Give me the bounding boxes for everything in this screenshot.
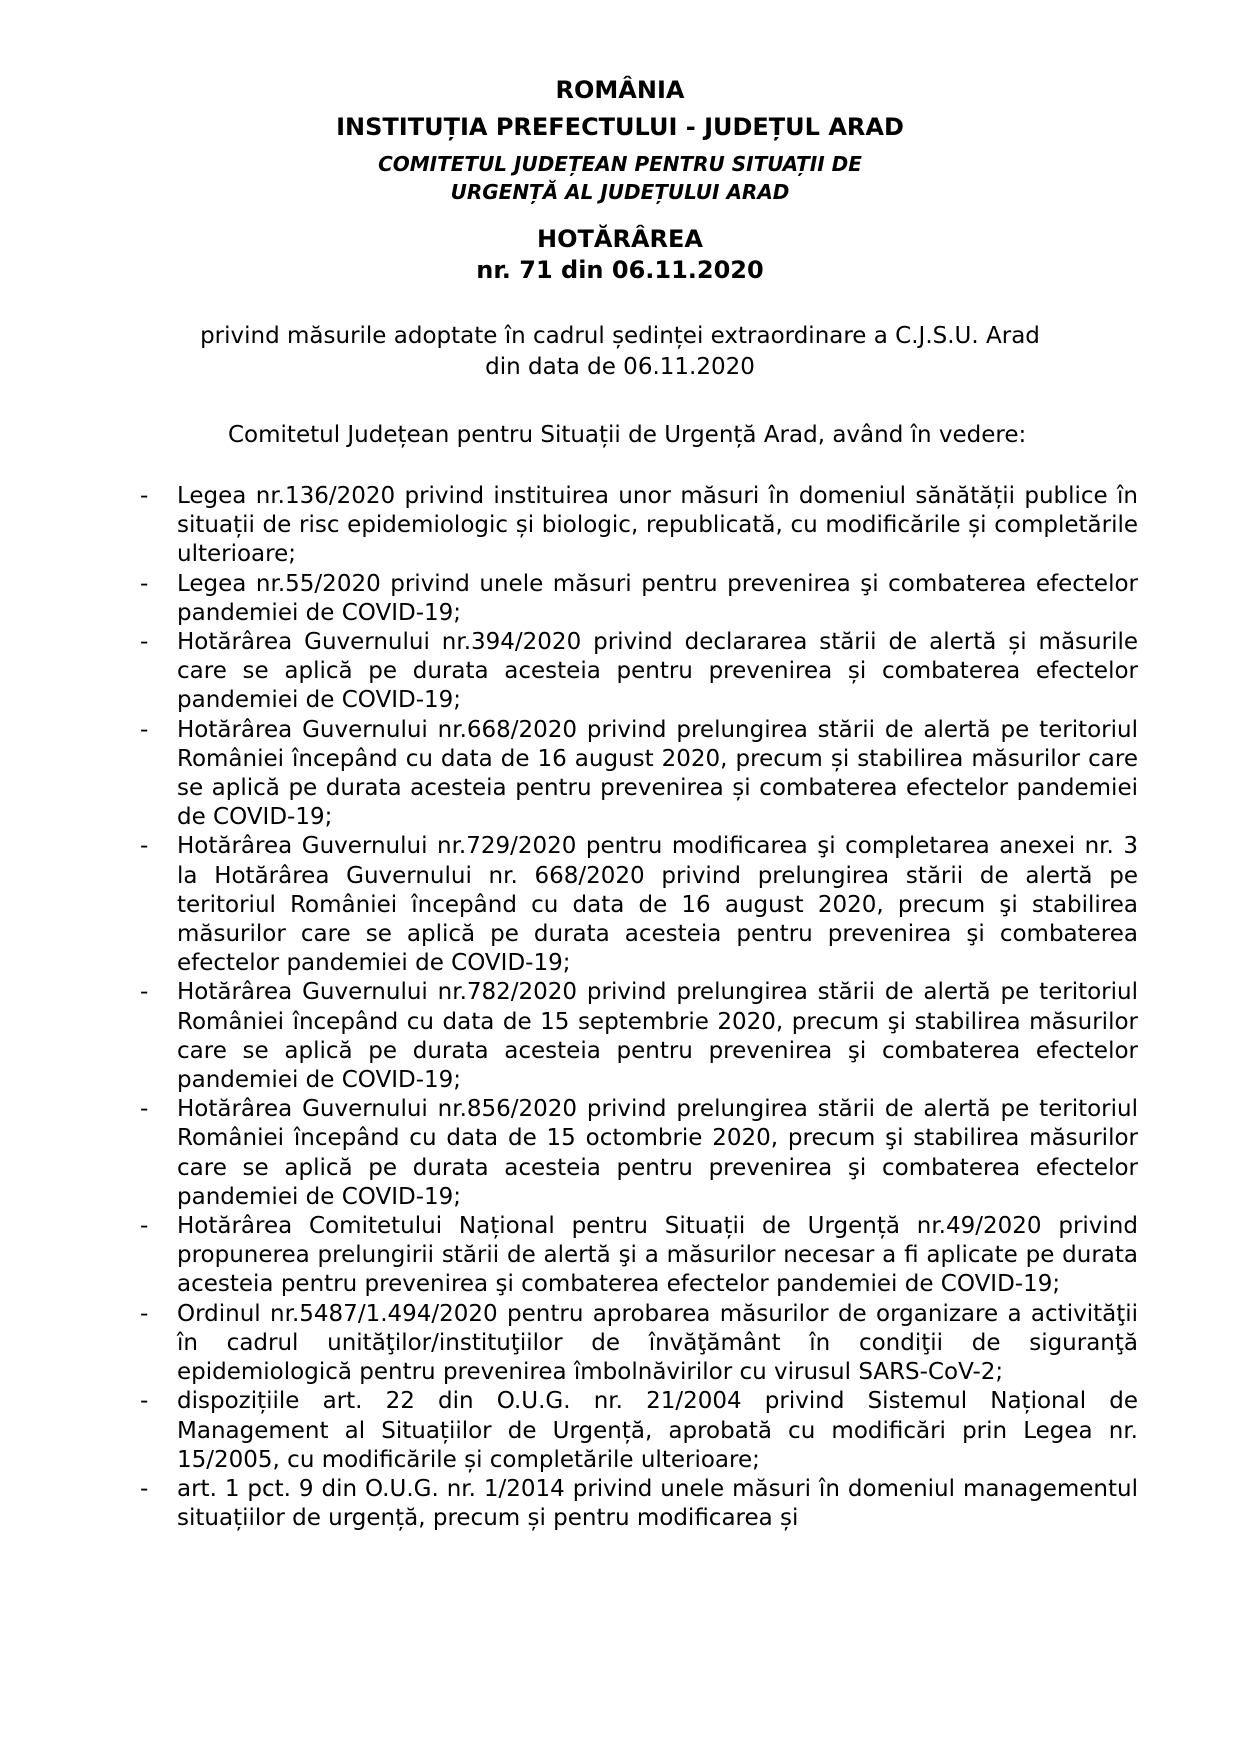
committee-heading-line2: URGENȚĂ AL JUDEȚULUI ARAD [450,180,790,204]
list-item-text: Hotărârea Guvernului nr.782/2020 privind prelungirea stării de alertă pe teritoriul României începând cu data de 15 septembrie 2020, precum şi stabilirea măsurilor care se aplică pe durata acesteia pentru prevenirea şi combaterea efectelor pandemiei de COVID-19; [177,979,1138,1094]
committee-heading-line1: COMITETUL JUDEȚEAN PENTRU SITUAȚII DE [378,152,862,176]
bullet-dash: - [140,483,149,509]
list-item-text: Hotărârea Guvernului nr.729/2020 pentru modificarea şi completarea anexei nr. 3 la Hotărârea Guvernului nr. 668/2020 privind prelungirea stării de alertă pe teritoriul României începând cu data de 16 august 2020, precum şi stabilirea măsurilor care se aplică pe durata acesteia pentru prevenirea şi combaterea efectelor pandemiei de COVID-19; [177,833,1138,977]
institution-heading: INSTITUȚIA PREFECTULUI - JUDEȚUL ARAD [336,113,904,141]
list-item-text: dispozițiile art. 22 din O.U.G. nr. 21/2004 privind Sistemul Național de Management al Situațiilor de Urgență, aprobată cu modificări prin Legea nr. 15/2005, cu modificările și completările ulterioare; [177,1388,1138,1473]
list-item-text: Hotărârea Comitetului Național pentru Situații de Urgență nr.49/2020 privind propunerea prelungirii stării de alertă şi a măsurilor necesar a fi aplicate pe durata acesteia pentru prevenirea şi combaterea efectelor pandemiei de COVID-19; [177,1213,1138,1298]
list-item [0,716,1138,833]
decision-title: HOTĂRÂREA [537,225,703,253]
list-item [0,978,1138,1095]
list-item-text: art. 1 pct. 9 din O.U.G. nr. 1/2014 privind unele măsuri în domeniul managementul situațiilor de urgență, precum și pentru modificarea și [177,1475,1138,1532]
considerations-list [0,482,1240,1533]
list-item [0,1212,1138,1300]
bullet-dash: - [140,1300,149,1327]
decision-number: nr. 71 din 06.11.2020 [476,256,764,284]
list-item [0,482,1138,570]
list-item-text: Legea nr.136/2020 privind instituirea unor măsuri în domeniul sănătății publice în situații de risc epidemiologic și biologic, republicată, cu modificările și completările ulterioare; [177,483,1138,568]
list-item [0,1475,1138,1533]
bullet-dash: - [140,833,149,860]
list-item-text: Hotărârea Guvernului nr.856/2020 privind prelungirea stării de alertă pe teritoriul României începând cu data de 15 octombrie 2020, precum şi stabilirea măsurilor care se aplică pe durata acesteia pentru prevenirea şi combaterea efectelor pandemiei de COVID-19; [177,1096,1138,1210]
bullet-dash: - [140,629,149,656]
bullet-dash: - [140,1388,149,1415]
bullet-dash: - [140,716,149,743]
list-item-text: Ordinul nr.5487/1.494/2020 pentru aprobarea măsurilor de organizare a activităţii în cadrul unităţilor/instituţiilor de învăţământ în condiţii de siguranţă epidemiologică pentru prevenirea îmbolnăvirilor cu virusul SARS-CoV-2; [177,1300,1138,1386]
list-item-text: Hotărârea Guvernului nr.668/2020 privind prelungirea stării de alertă pe teritoriul României începând cu data de 16 august 2020, precum și stabilirea măsurilor care se aplică pe durata acesteia pentru prevenirea și combaterea efectelor pandemiei de COVID-19; [177,716,1138,831]
list-item [0,1387,1138,1475]
country-heading: ROMÂNIA [555,76,685,104]
subject-line1: privind măsurile adoptate în cadrul ședinței extraordinare a C.J.S.U. Arad [200,323,1040,349]
list-item-text: Hotărârea Guvernului nr.394/2020 privind declararea stării de alertă și măsurile care se aplică pe durata acesteia pentru prevenirea și combaterea efectelor pandemiei de COVID-19; [177,629,1138,714]
bullet-dash: - [140,1213,149,1240]
list-item [0,832,1138,978]
intro-paragraph: Comitetul Județean pentru Situații de Urgență Arad, având în vedere: [228,422,1027,448]
list-item [0,570,1138,628]
bullet-dash: - [140,1096,149,1123]
list-item-text: Legea nr.55/2020 privind unele măsuri pentru prevenirea şi combaterea efectelor pandemiei de COVID-19; [177,570,1138,626]
list-item [0,628,1138,716]
bullet-dash: - [140,979,149,1006]
subject-line2: din data de 06.11.2020 [485,354,755,380]
list-item [0,1095,1138,1212]
bullet-dash: - [140,1475,149,1502]
list-item [0,1300,1138,1388]
bullet-dash: - [140,570,149,597]
